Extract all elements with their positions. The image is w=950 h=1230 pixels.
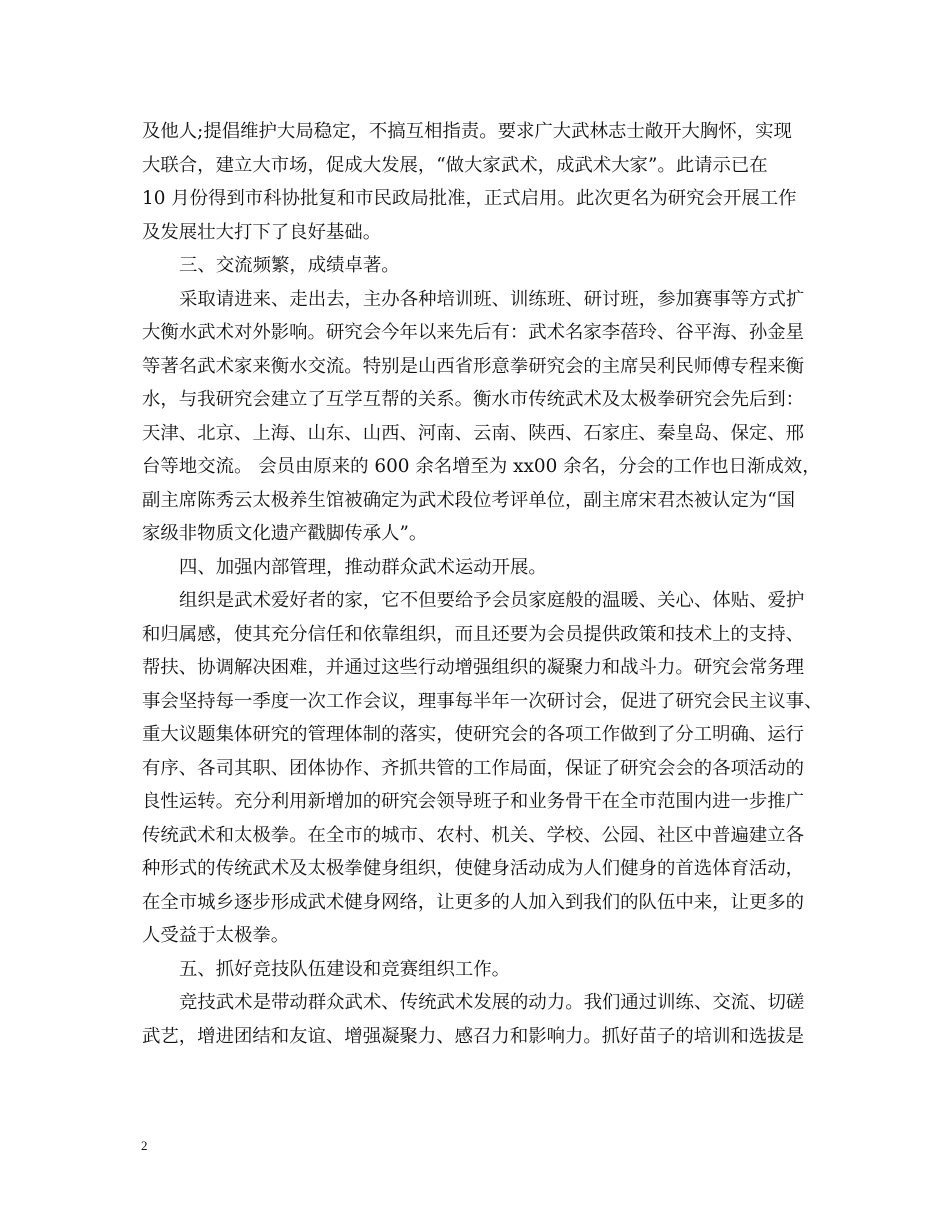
text-line: 采取请进来、走出去，主办各种培训班、训练班、研讨班，参加赛事等方式扩 — [179, 288, 805, 310]
text-line: 和归属感，使其充分信任和依靠组织，而且还要为会员提供政策和技术上的支持、 — [142, 623, 805, 645]
text-line: 良性运转。充分利用新增加的研究会领导班子和业务骨干在全市范围内进一步推广 — [142, 791, 805, 812]
text-line: 重大议题集体研究的管理体制的落实，使研究会的各项工作做到了分工明确、运行 — [142, 724, 805, 745]
text-line: 等著名武术家来衡水交流。特别是山西省形意拳研究会的主席吴利民师傅专程来衡 — [142, 355, 805, 377]
text-line: 副主席陈秀云太极养生馆被确定为武术段位考评单位，副主席宋君杰被认定为“国 — [142, 489, 796, 511]
text-line: 种形式的传统武术及太极拳健身组织，使健身活动成为人们健身的首选体育活动， — [142, 858, 805, 879]
text-line: 天津、北京、上海、山东、山西、河南、云南、陕西、石家庄、秦皇岛、保定、邢 — [142, 422, 805, 444]
text-line: 竞技武术是带动群众武术、传统武术发展的动力。我们通过训练、交流、切磋 — [179, 992, 805, 1013]
text-line: 武艺，增进团结和友谊、增强凝聚力、感召力和影响力。抓好苗子的培训和选拔是 — [142, 1025, 805, 1047]
text-line: 有序、各司其职、团体协作、齐抓共管的工作局面，保证了研究会会的各项活动的 — [142, 757, 805, 779]
text-line: 台等地交流。 会员由原来的 600 余名增至为 xx00 余名，分会的工作也日渐成效， — [142, 456, 821, 477]
text-line: 四、加强内部管理，推动群众武术运动开展。 — [179, 556, 547, 578]
text-line: 在全市城乡逐步形成武术健身网络，让更多的人加入到我们的队伍中来，让更多的 — [142, 891, 805, 913]
document-body — [142, 115, 832, 1053]
text-line: 及他人;提倡维护大局稳定，不搞互相指责。要求广大武林志士敞开大胸怀，实现 — [142, 121, 792, 142]
page-number: 2 — [141, 1138, 148, 1153]
text-line: 10 月份得到市科协批复和市民政局批准，正式启用。此次更名为研究会开展工作 — [142, 188, 797, 209]
text-line: 五、抓好竞技队伍建设和竞赛组织工作。 — [179, 958, 511, 980]
text-line: 事会坚持每一季度一次工作会议，理事每半年一次研讨会，促进了研究会民主议事、 — [142, 690, 823, 712]
text-line: 人受益于太极拳。 — [142, 925, 290, 946]
text-line: 水，与我研究会建立了互学互帮的关系。衡水市传统武术及太极拳研究会先后到： — [142, 389, 805, 410]
text-line: 帮扶、协调解决困难，并通过这些行动增强组织的凝聚力和战斗力。研究会常务理 — [142, 657, 805, 678]
text-line: 家级非物质文化遗产戳脚传承人”。 — [142, 523, 428, 544]
text-line: 组织是武术爱好者的家，它不但要给予会员家庭般的温暖、关心、体贴、爱护 — [179, 590, 805, 611]
text-line: 及发展壮大打下了良好基础。 — [142, 221, 382, 243]
text-line: 大联合，建立大市场，促成大发展，“做大家武术，成武术大家”。此请示已在 — [142, 154, 768, 176]
text-line: 大衡水武术对外影响。研究会今年以来先后有：武术名家李蓓玲、谷平海、孙金星 — [142, 322, 805, 343]
text-line: 三、交流频繁，成绩卓著。 — [179, 255, 400, 276]
text-line: 传统武术和太极拳。在全市的城市、农村、机关、学校、公园、社区中普遍建立各 — [142, 824, 805, 846]
